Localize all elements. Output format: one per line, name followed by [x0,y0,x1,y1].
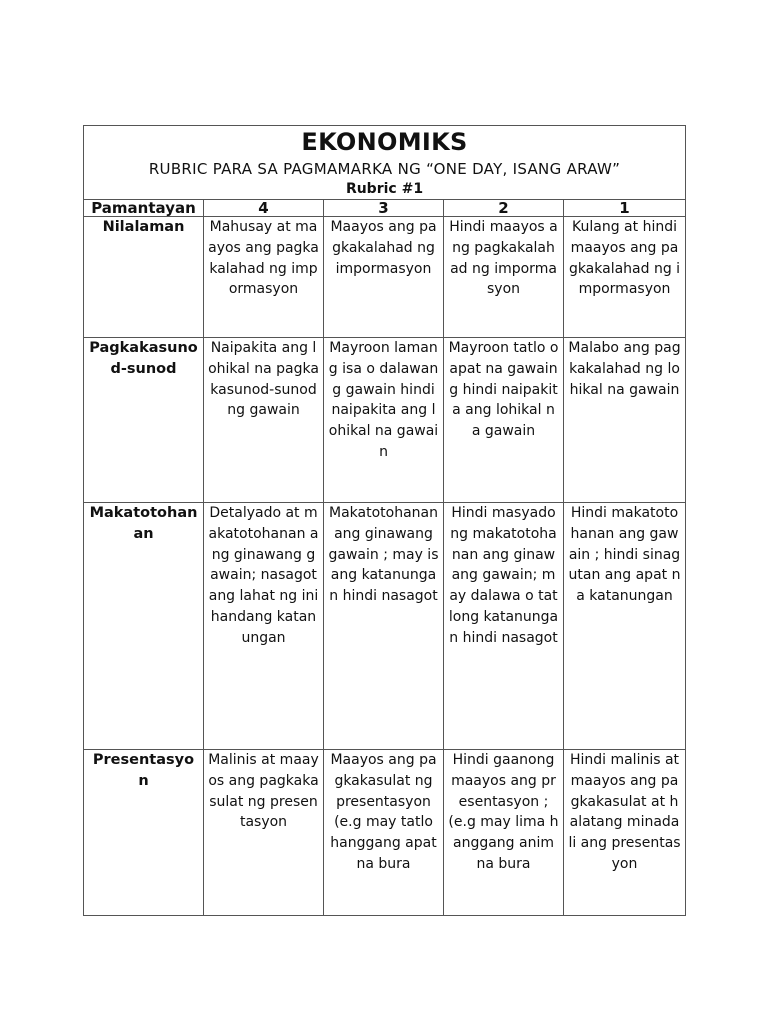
score-cell: Malabo ang pagkakalahad ng lohikal na gawain [564,338,686,503]
score-cell: Hindi masyadong makatotohanan ang ginawang gawain; may dalawa o tatlong katanungan hindi nasagot [444,503,564,750]
table-row [84,750,686,916]
rubric-number: Rubric #1 [345,181,424,197]
score-cell: Hindi makatotohanan ang gawain ; hindi sinagutan ang apat na katanungan [564,503,686,750]
table-row [84,503,686,750]
score-cell: Mayroon tatlo o apat na gawaing hindi naipakita ang lohikal na gawain [444,338,564,503]
criterion-cell: Pagkakasunod-sunod [84,338,204,503]
document-title: EKONOMIKS [301,128,468,156]
header-score-4: 4 [204,200,324,217]
table-row [84,217,686,338]
header-score-1: 1 [564,200,686,217]
title-row [84,126,686,200]
score-cell: Makatotohanan ang ginawang gawain ; may isang katanungan hindi nasagot [324,503,444,750]
score-cell: Naipakita ang lohikal na pagkakasunod-sunod ng gawain [204,338,324,503]
header-row [84,200,686,217]
header-score-3: 3 [324,200,444,217]
header-score-2: 2 [444,200,564,217]
score-cell: Maayos ang pagkakalahad ng impormasyon [324,217,444,338]
score-cell: Hindi gaanong maayos ang presentasyon ; (e.g may lima hanggang anim na bura [444,750,564,916]
title-cell [84,126,686,200]
score-cell: Maayos ang pagkakasulat ng presentasyon (e.g may tatlo hanggang apat na bura [324,750,444,916]
score-cell: Hindi maayos ang pagkakalahad ng impormasyon [444,217,564,338]
header-criterion: Pamantayan [84,200,204,217]
score-cell: Detalyado at makatotohanan ang ginawang gawain; nasagot ang lahat ng inihandang katanungan [204,503,324,750]
score-cell: Mayroon lamang isa o dalawang gawain hindi naipakita ang lohikal na gawain [324,338,444,503]
table-row [84,338,686,503]
rubric-table [83,125,686,916]
score-cell: Kulang at hindi maayos ang pagkakalahad ng impormasyon [564,217,686,338]
score-cell: Hindi malinis at maayos ang pagkakasulat at halatang minadali ang presentasyon [564,750,686,916]
criterion-cell: Makatotohanan [84,503,204,750]
criterion-cell: Nilalaman [84,217,204,338]
rubric-document [83,125,685,916]
score-cell: Malinis at maayos ang pagkakasulat ng presentasyon [204,750,324,916]
score-cell: Mahusay at maayos ang pagkakalahad ng impormasyon [204,217,324,338]
document-subtitle: RUBRIC PARA SA PAGMAMARKA NG “ONE DAY, ISANG ARAW” [148,160,621,178]
criterion-cell: Presentasyon [84,750,204,916]
